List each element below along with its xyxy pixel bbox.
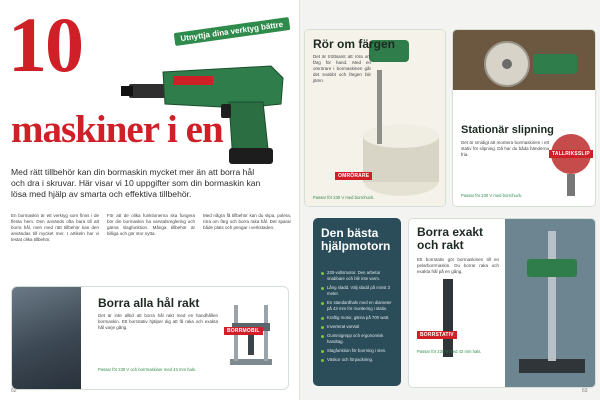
best-motor-item: En standardhals med en diameter på 43 mm för montering i stativ. (321, 300, 397, 312)
body-column-3: Med några få tillbehör kan du slipa, polera, röra om färg och borra raka hål. Det sparar både plats och pengar i verkstaden. (203, 213, 291, 230)
grinding-label: TALLRIKSSLIP (549, 150, 593, 158)
paint-mix-caption: Passar för 230 V med borrchuck. (313, 195, 375, 200)
body-columns (11, 213, 291, 243)
ribbon-label: Utnyttja dina verktyg bättre (174, 17, 290, 46)
straight-holes-caption: Passar för 230 V och borrmaskiner med 43 mm hals. (98, 367, 196, 372)
big-number: 10 (8, 1, 82, 88)
drill-guide-label: BORRMOBIL (224, 327, 263, 335)
intro-text: Med rätt tillbehör kan din bormaskin mycket mer än att borra hål och dra i skruvar. Här visar vi 10 uppgifter som din bormaskin kan lösa med hjälp av smarta och effektiva tillbehör. (11, 167, 261, 199)
drill-stand-caption: Passar för 230 V med 43 mm hals. (417, 349, 482, 354)
paint-mix-text: Det är tröttsamt att röra om färg för hand. Med en omrörare i bormaskinen går det snabbt och färgen blir jämn. (313, 54, 371, 83)
right-page (300, 0, 600, 400)
paint-mix-title: Rör om färgen (313, 37, 396, 51)
drill-stand-title: Borra exakt och rakt (417, 225, 484, 252)
right-page-number: 63 (582, 388, 588, 394)
paint-mix-label: OMRÖRARE (335, 172, 372, 180)
drill-stand-label: BORRSTATIV (417, 331, 457, 339)
straight-holes-box (11, 286, 289, 390)
best-motor-item: Slagfunktion för borrning i sten. (321, 348, 397, 354)
body-column-1: En bormaskin är ett verktyg som finns i de flesta hem. Den används ofta bara till att borra hål, men med rätt tillbehör kan den användas till mycket mer. I artikeln har vi testat olika tillbehör. (11, 213, 99, 242)
best-motor-title: Den bästa hjälpmotorn (321, 226, 391, 253)
drill-stand-box (408, 218, 596, 388)
best-motor-item: Kraftig motor, gärna på 700 watt. (321, 315, 397, 321)
best-motor-item: Lång sladd. Välj sladd på minst 3 meter. (321, 285, 397, 297)
grinding-text: Det är smidigt att montera bormaskinen i ett stativ för slipning. Då har du båda händerna fria. (461, 140, 549, 157)
best-motor-box (313, 218, 401, 386)
best-motor-item: 230-voltsmotor. Den arbetar snabbare och blir inte varm. (321, 270, 397, 282)
drilling-photo (12, 287, 81, 389)
straight-holes-title: Borra alla hål rakt (98, 296, 200, 310)
grinding-caption: Passar för 230 V med borrchuck. (461, 193, 523, 198)
drill-stand-text: Ett borrstativ gör bormaskinen till en pelarborrmaskin. Du borrar raka och exakta hål på en gång. (417, 257, 499, 274)
best-motor-item: Gummigrepp och ergonomisk handtag. (321, 333, 397, 345)
body-column-2: För att de olika funktionerna ska fungera bör din bormaskin ha varvtalsreglering och gärna slagfunktion. Många tillbehör är billiga och gör stor nytta. (107, 213, 195, 236)
grinding-title: Stationär slipning (461, 124, 554, 136)
best-motor-list (321, 270, 397, 366)
straight-holes-text: Det är inte alltid att borra hål rakt med en handhållen bormaskin. Ett borrstativ hjälper dig att få raka och exakta hål varje gång. (98, 313, 218, 330)
headline: maskiner i en (11, 108, 223, 151)
left-page-number: 62 (11, 388, 17, 394)
grinding-photo (453, 30, 595, 206)
best-motor-item: Inverterat varvtal (321, 324, 397, 330)
grinding-box (452, 29, 596, 207)
best-motor-item: Väskor och förpackning. (321, 357, 397, 363)
paint-mix-box (304, 29, 446, 207)
